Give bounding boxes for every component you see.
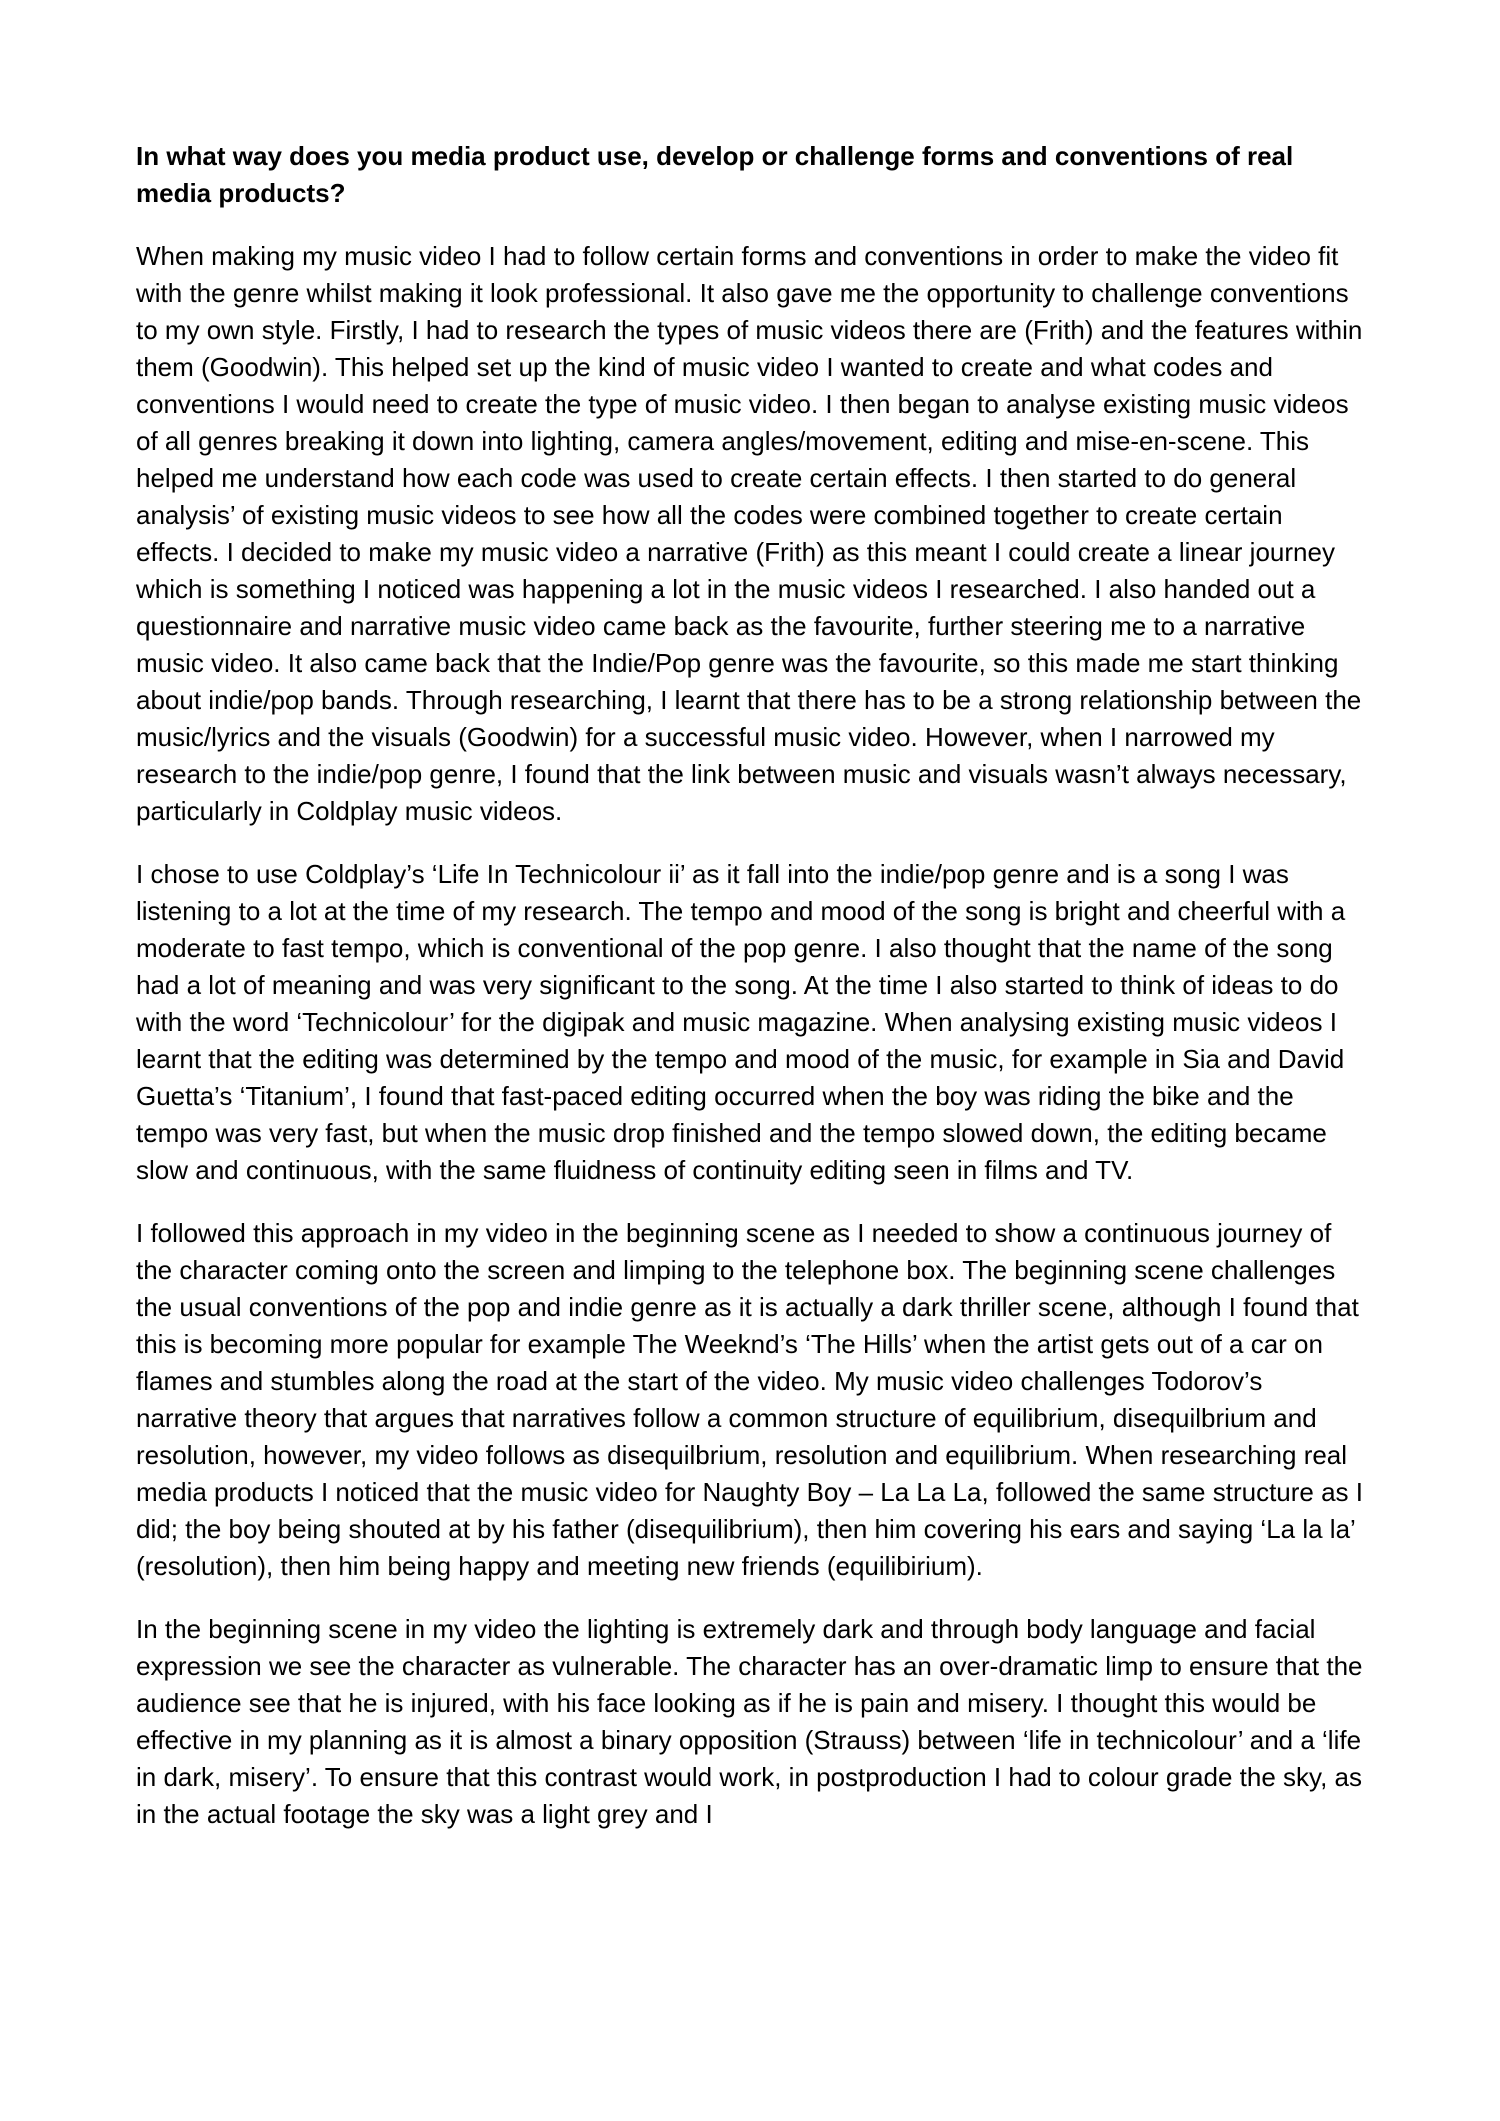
essay-paragraph-1: When making my music video I had to follow certain forms and conventions in order to make the video fit with the genre whilst making it look professional. It also gave me the opportunity to challenge conventions to my own style. Firstly, I had to research the types of music videos there are (Frith) and the features within them (Goodwin). This helped set up the kind of music video I wanted to create and what codes and conventions I would need to create the type of music video. I then began to analyse existing music videos of all genres breaking it down into lighting, camera angles/movement, editing and mise-en-scene. This helped me understand how each code was used to create certain effects. I then started to do general analysis’ of existing music videos to see how all the codes were combined together to create certain effects. I decided to make my music video a narrative (Frith) as this meant I could create a linear journey which is something I noticed was happening a lot in the music videos I researched. I also handed out a questionnaire and narrative music video came back as the favourite, further steering me to a narrative music video. It also came back that the Indie/Pop genre was the favourite, so this made me start thinking about indie/pop bands. Through researching, I learnt that there has to be a strong relationship between the music/lyrics and the visuals (Goodwin) for a successful music video. However, when I narrowed my research to the indie/pop genre, I found that the link between music and visuals wasn’t always necessary, particularly in Coldplay music videos. [136, 241, 1363, 826]
essay-paragraph-3: I followed this approach in my video in the beginning scene as I needed to show a continuous journey of the character coming onto the screen and limping to the telephone box. The beginning scene challenges the usual conventions of the pop and indie genre as it is actually a dark thriller scene, although I found that this is becoming more popular for example The Weeknd’s ‘The Hills’ when the artist gets out of a car on flames and stumbles along the road at the start of the video. My music video challenges Todorov’s narrative theory that argues that narratives follow a common structure of equilibrium, disequilbrium and resolution, however, my video follows as disequilbrium, resolution and equilibrium. When researching real media products I noticed that the music video for Naughty Boy – La La La, followed the same structure as I did; the boy being shouted at by his father (disequilibrium), then him covering his ears and saying ‘La la la’ (resolution), then him being happy and meeting new friends (equilibirium). [136, 1218, 1364, 1581]
essay-paragraph-2: I chose to use Coldplay’s ‘Life In Technicolour ii’ as it fall into the indie/pop genre and is a song I was listening to a lot at the time of my research. The tempo and mood of the song is bright and cheerful with a moderate to fast tempo, which is conventional of the pop genre. I also thought that the name of the song had a lot of meaning and was very significant to the song. At the time I also started to think of ideas to do with the word ‘Technicolour’ for the digipak and music magazine. When analysing existing music videos I learnt that the editing was determined by the tempo and mood of the music, for example in Sia and David Guetta’s ‘Titanium’, I found that fast-paced editing occurred when the boy was riding the bike and the tempo was very fast, but when the music drop finished and the tempo slowed down, the editing became slow and continuous, with the same fluidness of continuity editing seen in films and TV. [136, 859, 1346, 1185]
essay-question-heading: In what way does you media product use, develop or challenge forms and conventions of real media products? [136, 141, 1294, 208]
essay-paragraph-4: In the beginning scene in my video the lighting is extremely dark and through body language and facial expression we see the character as vulnerable. The character has an over-dramatic limp to ensure that the audience see that he is injured, with his face looking as if he is pain and misery. I thought this would be effective in my planning as it is almost a binary opposition (Strauss) between ‘life in technicolour’ and a ‘life in dark, misery’. To ensure that this contrast would work, in postproduction I had to colour grade the sky, as in the actual footage the sky was a light grey and I [136, 1614, 1363, 1829]
